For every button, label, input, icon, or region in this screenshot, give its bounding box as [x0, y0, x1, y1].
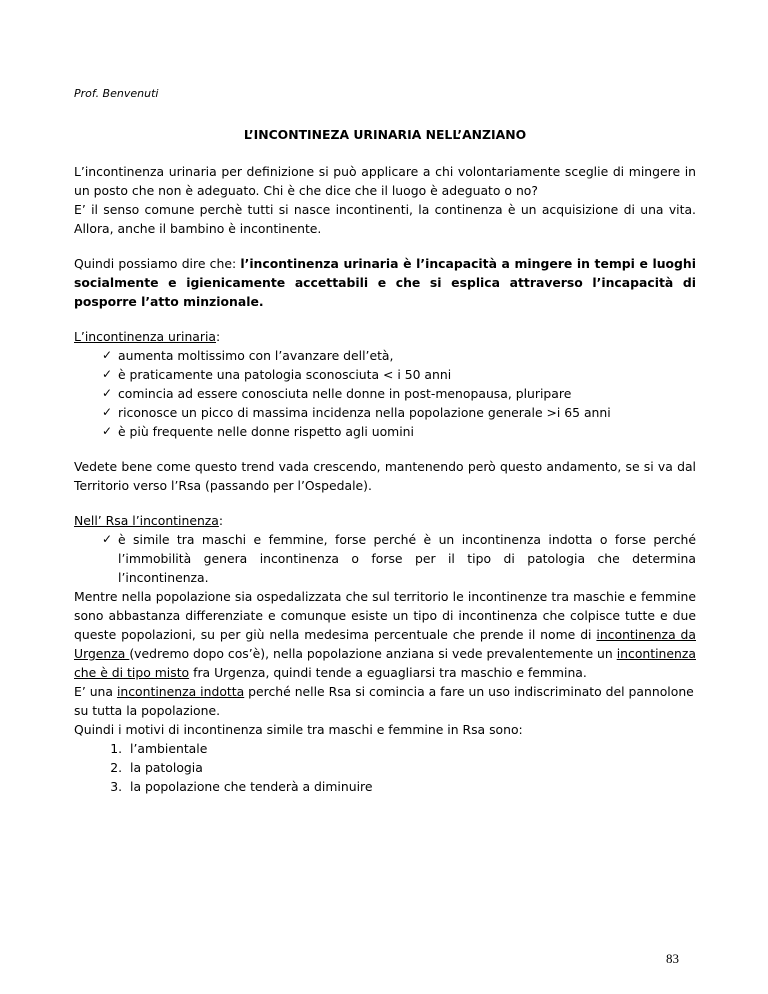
- trend-paragraph: Vedete bene come questo trend vada crescendo, mantenendo però questo andamento, se si va dal Territorio verso l’Rsa (passando per l’Ospedale).: [74, 459, 696, 493]
- check-icon: ✓: [102, 532, 113, 546]
- definition-paragraph: [74, 254, 696, 311]
- list2-heading-colon: :: [218, 513, 224, 528]
- mentre-underline-1: incontinenza da Urgenza: [74, 627, 696, 661]
- list-item-text: riconosce un picco di massima incidenza nella popolazione generale >i 65 anni: [118, 405, 611, 420]
- list-item-text: comincia ad essere conosciuta nelle donne in post-menopausa, pluripare: [118, 386, 572, 401]
- list-item: 3. la popolazione che tenderà a diminuire: [126, 777, 696, 796]
- indotta-text-1: E’ una: [74, 684, 117, 699]
- list-item: [102, 422, 696, 441]
- indotta-paragraph: [74, 682, 696, 720]
- mentre-text-3: fra Urgenza, quindi tende a eguagliarsi tra maschio e femmina.: [189, 665, 587, 680]
- list-item: [102, 530, 696, 587]
- list-item: [102, 384, 696, 403]
- indotta-text-2: perché nelle Rsa si comincia a fare un uso indiscriminato del pannolone su tutta la popolazione.: [74, 684, 694, 718]
- intro-paragraph-2: E’ il senso comune perchè tutti si nasce incontinenti, la continenza è un acquisizione di una vita. Allora, anche il bambino è incontinente.: [74, 202, 696, 236]
- list1-heading-colon: :: [216, 329, 221, 344]
- list-item-text: è praticamente una patologia sconosciuta < i 50 anni: [118, 367, 452, 382]
- mentre-text-2: (vedremo dopo cos’è), nella popolazione anziana si vede prevalentemente un: [129, 646, 617, 661]
- mentre-underline-2: incontinenza che è di tipo misto: [74, 646, 696, 680]
- check-icon: ✓: [102, 405, 113, 419]
- mentre-text-1: Mentre nella popolazione sia ospedalizzata che sul territorio le incontinenze tra maschie e femmine sono abbastanza differenziate e comunque esiste un tipo di incontinenza che colpisce tutte e due queste popolazioni, su per giù nella medesima percentuale che prende il nome di: [74, 589, 696, 642]
- page-number: 83: [666, 951, 679, 966]
- intro-paragraph-1: L’incontinenza urinaria per definizione si può applicare a chi volontariamente sceglie di mingere in un posto che non è adeguato. Chi è che dice che il luogo è adeguato o no?: [74, 164, 696, 198]
- definition-lead: Quindi possiamo dire che:: [74, 256, 241, 271]
- list-item: [102, 403, 696, 422]
- list-item: 1. l’ambientale: [126, 739, 696, 758]
- list1-checklist: [74, 346, 696, 441]
- check-icon: ✓: [102, 367, 113, 381]
- mentre-paragraph: [74, 587, 696, 682]
- list2-checklist: [74, 530, 696, 587]
- check-icon: ✓: [102, 348, 113, 362]
- check-icon: ✓: [102, 386, 113, 400]
- definition-bold: l’incontinenza urinaria è l’incapacità a mingere in tempi e luoghi socialmente e igienicamente accettabili e che si esplica attraverso l’incapacità di posporre l’atto minzionale.: [74, 256, 696, 309]
- list2-heading-text: Nell’ Rsa l’incontinenza: [74, 513, 219, 528]
- page-content: [74, 84, 696, 796]
- motivi-list: [74, 739, 696, 796]
- list2-heading: [74, 511, 696, 530]
- list-item: [102, 365, 696, 384]
- list-item-text: aumenta moltissimo con l’avanzare dell’età,: [118, 348, 394, 363]
- list-item-text: è più frequente nelle donne rispetto agli uomini: [118, 424, 414, 439]
- author-line: Prof. Benvenuti: [74, 87, 159, 100]
- check-icon: ✓: [102, 424, 113, 438]
- motivi-lead: Quindi i motivi di incontinenza simile tra maschi e femmine in Rsa sono:: [74, 722, 523, 737]
- document-title: L’INCONTINEZA URINARIA NELL’ANZIANO: [243, 127, 527, 142]
- list-item: 2. la patologia: [126, 758, 696, 777]
- indotta-underline: incontinenza indotta: [116, 684, 245, 699]
- list1-heading: [74, 327, 696, 346]
- list-item: [102, 346, 696, 365]
- list1-heading-text: L’incontinenza urinaria: [74, 329, 217, 344]
- list-item-text: è simile tra maschi e femmine, forse perché è un incontinenza indotta o forse perché l’immobilità genera incontinenza o forse per il tipo di patologia che determina l’incontinenza.: [118, 532, 696, 585]
